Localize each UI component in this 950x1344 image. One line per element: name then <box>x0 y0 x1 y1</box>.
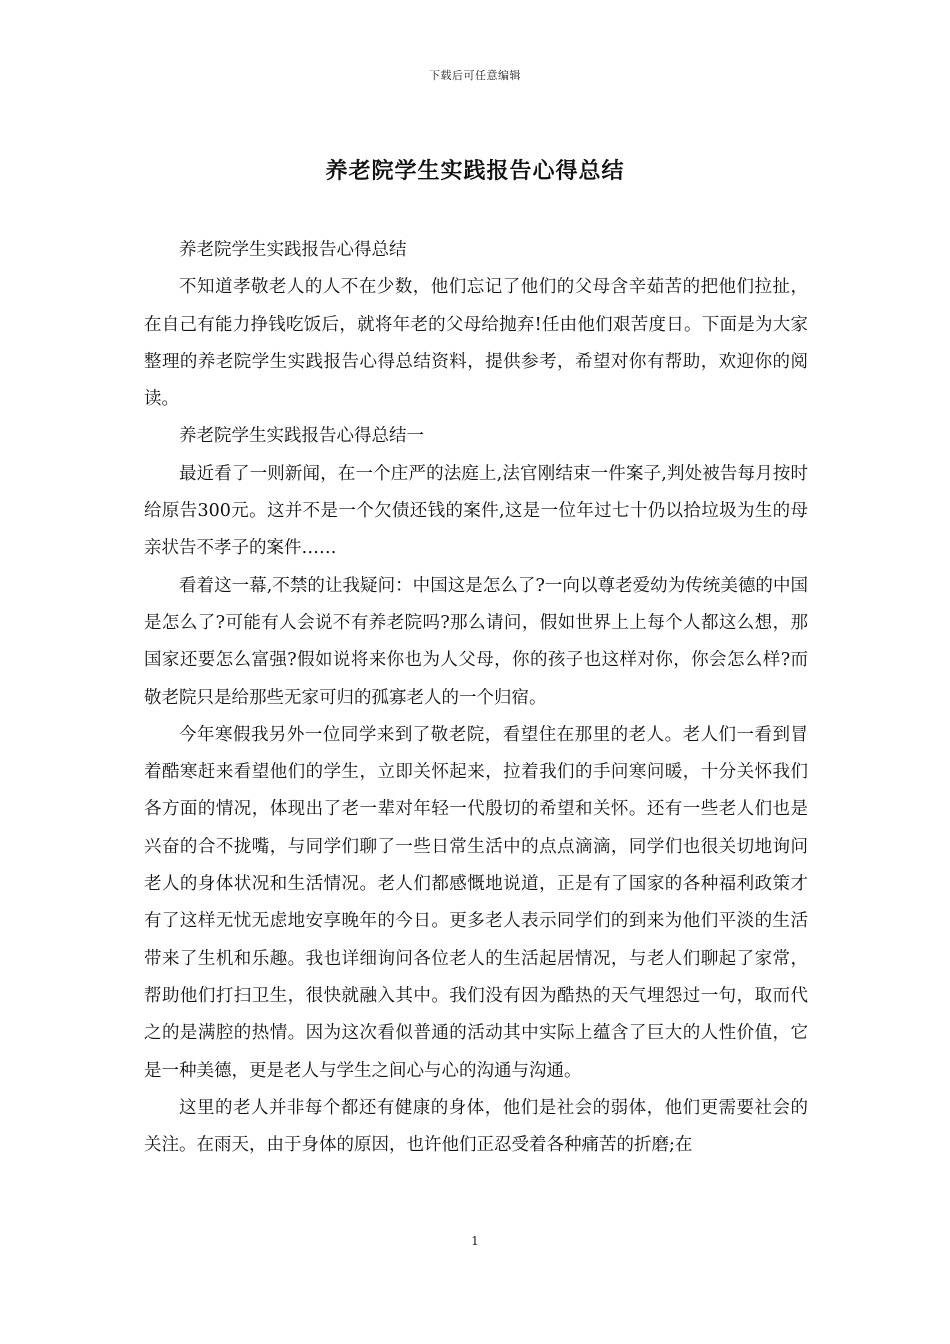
page-header-note: 下载后可任意编辑 <box>429 69 521 82</box>
paragraph-visit: 今年寒假我另外一位同学来到了敬老院，看望住在那里的老人。老人们一看到冒着酷寒赶来看望他们的学生，立即关怀起来，拉着我们的手问寒问暖，十分关怀我们各方面的情况，体现出了老一辈对年轻一代殷切的希望和关怀。还有一些老人们也是兴奋的合不拢嘴，与同学们聊了一些日常生活中的点点滴滴，同学们也很关切地询问老人的身体状况和生活情况。老人们都感慨地说道，正是有了国家的各种福利政策才有了这样无忧无虑地安享晚年的今日。更多老人表示同学们的到来为他们平淡的生活带来了生机和乐趣。我也详细询问各位老人的生活起居情况，与老人们聊起了家常，帮助他们打扫卫生，很快就融入其中。我们没有因为酷热的天气埋怨过一句，取而代之的是满腔的热情。因为这次看似普通的活动其中实际上蕴含了巨大的人性价值，它是一种美德，更是老人与学生之间心与心的沟通与沟通。 <box>144 724 808 1081</box>
paragraph-news: 最近看了一则新闻，在一个庄严的法庭上,法官刚结束一件案子,判处被告每月按时给原告300元。这并不是一个欠债还钱的案件,这是一位年过七十仍以拾垃圾为生的母亲状告不孝子的案件…… <box>144 463 808 559</box>
page-number: 1 <box>471 1234 479 1248</box>
paragraph-question: 看着这一幕,不禁的让我疑问：中国这是怎么了?一向以尊老爱幼为传统美德的中国是怎么了?可能有人会说不有养老院吗?那么请问，假如世界上上每个人都这么想，那国家还要怎么富强?假如说将来你也为人父母，你的孩子也这样对你，你会怎么样?而敬老院只是给那些无家可归的孤寡老人的一个归宿。 <box>144 575 808 708</box>
paragraph-subtitle: 养老院学生实践报告心得总结 <box>179 240 407 260</box>
document-body <box>144 232 808 1164</box>
paragraph-intro: 不知道孝敬老人的人不在少数，他们忘记了他们的父母含辛茹苦的把他们拉扯，在自己有能力挣钱吃饭后，就将年老的父母给抛弃!任由他们艰苦度日。下面是为大家整理的养老院学生实践报告心得总结资料，提供参考，希望对你有帮助，欢迎你的阅读。 <box>144 277 808 410</box>
paragraph-elders: 这里的老人并非每个都还有健康的身体，他们是社会的弱体，他们更需要社会的关注。在雨天，由于身体的原因，也许他们正忍受着各种痛苦的折磨;在 <box>144 1097 808 1156</box>
paragraph-section-heading: 养老院学生实践报告心得总结一 <box>179 426 424 447</box>
document-title: 养老院学生实践报告心得总结 <box>325 158 625 184</box>
